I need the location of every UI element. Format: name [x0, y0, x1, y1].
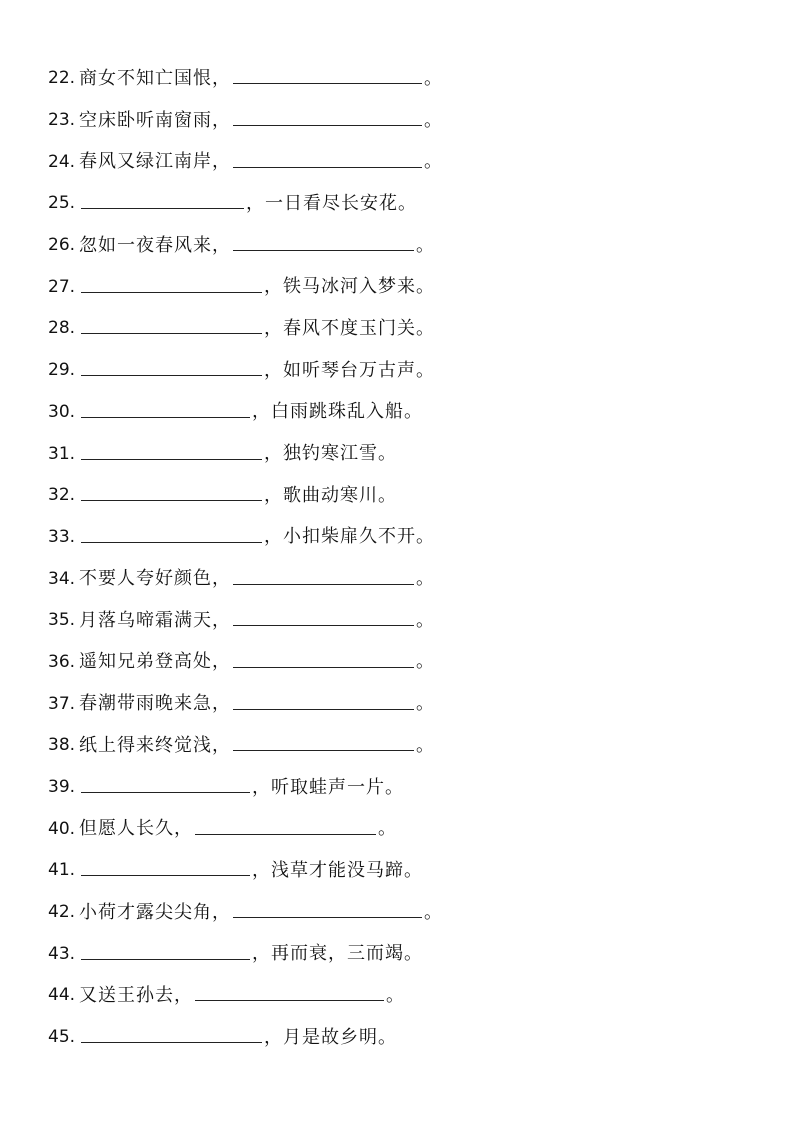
question-number: 33.	[48, 526, 76, 547]
question-item	[48, 1017, 748, 1059]
answer-blank[interactable]	[81, 778, 250, 793]
question-number: 45.	[48, 1027, 76, 1048]
answer-blank[interactable]	[195, 820, 376, 835]
poem-line-after-blank: ，春风不度玉门关。	[264, 317, 436, 339]
answer-blank[interactable]	[81, 445, 262, 460]
question-number: 25.	[48, 193, 76, 214]
poem-line-after-blank: ，铁马冰河入梦来。	[264, 276, 436, 298]
poem-line-after-blank: 。	[386, 984, 406, 1006]
answer-blank[interactable]	[233, 236, 414, 251]
question-item	[48, 808, 748, 850]
question-number: 27.	[48, 276, 76, 297]
poem-line-after-blank: 。	[416, 651, 436, 673]
answer-blank[interactable]	[233, 69, 422, 84]
poem-line-before-blank: 小荷才露尖尖角，	[79, 901, 232, 923]
question-item	[48, 975, 748, 1017]
question-number: 28.	[48, 318, 76, 339]
poem-line-after-blank: ，如听琴台万古声。	[264, 359, 436, 381]
question-item	[48, 141, 748, 183]
question-number: 23.	[48, 110, 76, 131]
poem-line-after-blank: ，浅草才能没马蹄。	[252, 859, 424, 881]
question-item	[48, 767, 748, 809]
poem-line-after-blank: ，月是故乡明。	[264, 1026, 398, 1048]
answer-blank[interactable]	[195, 986, 384, 1001]
answer-blank[interactable]	[81, 1028, 262, 1043]
question-item	[48, 725, 748, 767]
question-number: 31.	[48, 443, 76, 464]
question-number: 40.	[48, 818, 76, 839]
question-number: 41.	[48, 860, 76, 881]
poem-line-before-blank: 纸上得来终觉浅，	[79, 734, 232, 756]
poem-line-before-blank: 遥知兄弟登高处，	[79, 651, 232, 673]
poem-line-after-blank: ，歌曲动寒川。	[264, 484, 398, 506]
poem-line-after-blank: ，一日看尽长安花。	[246, 192, 418, 214]
question-item	[48, 517, 748, 559]
poem-line-after-blank: 。	[378, 818, 398, 840]
question-item	[48, 58, 748, 100]
poem-line-before-blank: 又送王孙去，	[79, 984, 194, 1006]
question-number: 42.	[48, 902, 76, 923]
question-item	[48, 392, 748, 434]
poem-line-after-blank: ，听取蛙声一片。	[252, 776, 405, 798]
poem-line-after-blank: ，小扣柴扉久不开。	[264, 526, 436, 548]
answer-blank[interactable]	[81, 528, 262, 543]
answer-blank[interactable]	[233, 903, 422, 918]
poem-line-before-blank: 商女不知亡国恨，	[79, 67, 232, 89]
poem-line-after-blank: 。	[424, 109, 444, 131]
poem-line-after-blank: ，再而衰，三而竭。	[252, 943, 424, 965]
poem-line-before-blank: 忽如一夜春风来，	[79, 234, 232, 256]
question-number: 36.	[48, 651, 76, 672]
poem-line-before-blank: 不要人夸好颜色，	[79, 568, 232, 590]
poem-line-before-blank: 春潮带雨晚来急，	[79, 693, 232, 715]
question-number: 22.	[48, 68, 76, 89]
answer-blank[interactable]	[81, 278, 262, 293]
answer-blank[interactable]	[81, 194, 244, 209]
question-item	[48, 225, 748, 267]
answer-blank[interactable]	[233, 570, 414, 585]
question-number: 38.	[48, 735, 76, 756]
poem-line-before-blank: 春风又绿江南岸，	[79, 151, 232, 173]
question-number: 26.	[48, 235, 76, 256]
poem-line-after-blank: 。	[424, 901, 444, 923]
poem-line-after-blank: 。	[416, 609, 436, 631]
answer-blank[interactable]	[81, 361, 262, 376]
poem-line-after-blank: 。	[416, 693, 436, 715]
question-number: 37.	[48, 693, 76, 714]
poem-line-after-blank: ，白雨跳珠乱入船。	[252, 401, 424, 423]
answer-blank[interactable]	[81, 945, 250, 960]
question-number: 24.	[48, 151, 76, 172]
question-item	[48, 558, 748, 600]
question-item	[48, 308, 748, 350]
poem-line-before-blank: 但愿人长久，	[79, 818, 194, 840]
question-item	[48, 600, 748, 642]
answer-blank[interactable]	[81, 319, 262, 334]
fill-in-blank-worksheet	[48, 58, 748, 1059]
question-item	[48, 350, 748, 392]
poem-line-after-blank: 。	[424, 67, 444, 89]
question-item	[48, 475, 748, 517]
question-item	[48, 183, 748, 225]
answer-blank[interactable]	[233, 611, 414, 626]
poem-line-after-blank: 。	[416, 568, 436, 590]
poem-line-after-blank: ，独钓寒江雪。	[264, 443, 398, 465]
answer-blank[interactable]	[233, 736, 414, 751]
question-number: 43.	[48, 943, 76, 964]
answer-blank[interactable]	[233, 153, 422, 168]
question-number: 29.	[48, 360, 76, 381]
question-number: 32.	[48, 485, 76, 506]
question-item	[48, 433, 748, 475]
question-item	[48, 933, 748, 975]
answer-blank[interactable]	[81, 486, 262, 501]
question-item	[48, 266, 748, 308]
answer-blank[interactable]	[233, 695, 414, 710]
question-number: 44.	[48, 985, 76, 1006]
answer-blank[interactable]	[81, 861, 250, 876]
poem-line-before-blank: 空床卧听南窗雨，	[79, 109, 232, 131]
question-item	[48, 100, 748, 142]
answer-blank[interactable]	[81, 403, 250, 418]
question-number: 35.	[48, 610, 76, 631]
answer-blank[interactable]	[233, 653, 414, 668]
poem-line-before-blank: 月落乌啼霜满天，	[79, 609, 232, 631]
question-item	[48, 642, 748, 684]
answer-blank[interactable]	[233, 111, 422, 126]
question-number: 34.	[48, 568, 76, 589]
question-item	[48, 850, 748, 892]
question-number: 30.	[48, 401, 76, 422]
question-item	[48, 892, 748, 934]
question-number: 39.	[48, 777, 76, 798]
poem-line-after-blank: 。	[416, 234, 436, 256]
question-item	[48, 683, 748, 725]
poem-line-after-blank: 。	[424, 151, 444, 173]
poem-line-after-blank: 。	[416, 734, 436, 756]
